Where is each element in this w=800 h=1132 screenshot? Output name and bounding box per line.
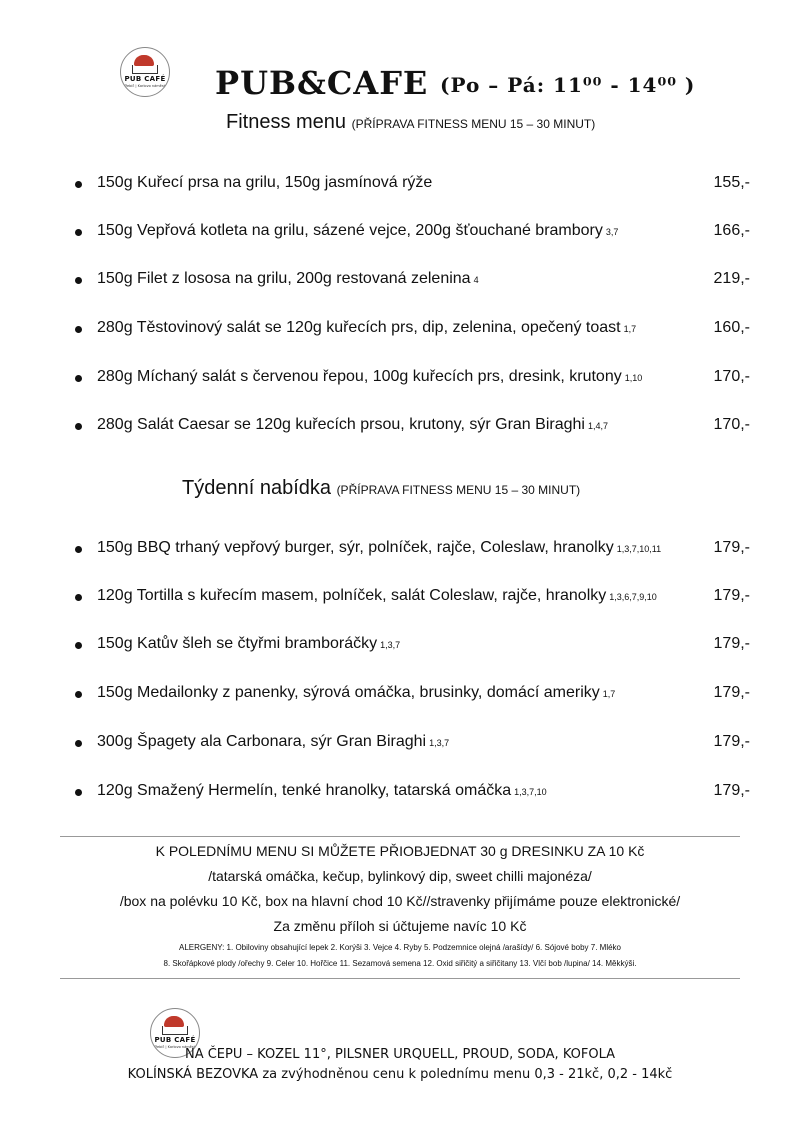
bullet-icon bbox=[75, 546, 82, 553]
item-name: 150g BBQ trhaný vepřový burger, sýr, polníček, rajče, Coleslaw, hranolky bbox=[97, 539, 614, 556]
menu-item bbox=[75, 270, 750, 294]
item-price: 179,- bbox=[713, 782, 750, 799]
item-price: 179,- bbox=[713, 684, 750, 701]
item-allergens: 1,3,7,10 bbox=[514, 787, 547, 797]
item-price: 219,- bbox=[713, 270, 750, 287]
pub-cafe-logo bbox=[120, 47, 170, 97]
bullet-icon bbox=[75, 423, 82, 430]
weekly-section-title bbox=[182, 477, 580, 500]
menu-item bbox=[75, 684, 750, 708]
item-price: 166,- bbox=[713, 222, 750, 239]
menu-item bbox=[75, 635, 750, 659]
menu-item bbox=[75, 174, 750, 198]
menu-item bbox=[75, 368, 750, 392]
bullet-icon bbox=[75, 789, 82, 796]
item-price: 179,- bbox=[713, 635, 750, 652]
bullet-icon bbox=[75, 740, 82, 747]
logo-text: PUB CAFÉ bbox=[124, 75, 166, 83]
item-price: 179,- bbox=[713, 539, 750, 556]
side-change-fee: Za změnu příloh si účtujeme navíc 10 Kč bbox=[273, 918, 527, 934]
bullet-icon bbox=[75, 642, 82, 649]
item-name: 120g Smažený Hermelín, tenké hranolky, tatarská omáčka bbox=[97, 782, 512, 799]
logo-subtext: Třebíč | Karlovo náměstí bbox=[123, 84, 166, 88]
menu-item bbox=[75, 416, 750, 440]
item-price: 179,- bbox=[713, 733, 750, 750]
weekly-title: Týdenní nabídka bbox=[182, 477, 331, 499]
item-name: 150g Vepřová kotleta na grilu, sázené vejce, 200g šťouchané brambory bbox=[97, 222, 603, 239]
opening-hours: (Po – Pá: 11⁰⁰ - 14⁰⁰ ) bbox=[440, 73, 696, 97]
menu-item bbox=[75, 782, 750, 806]
box-and-vouchers: /box na polévku 10 Kč, box na hlavní chod 10 Kč//stravenky přijímáme pouze elektronické/ bbox=[119, 893, 681, 909]
weekly-prep-note: (PŘÍPRAVA FITNESS MENU 15 – 30 MINUT) bbox=[336, 483, 581, 497]
item-price: 155,- bbox=[713, 174, 750, 191]
item-allergens: 1,4,7 bbox=[587, 421, 608, 431]
logo-text: PUB CAFÉ bbox=[154, 1036, 196, 1044]
item-name: 150g Medailonky z panenky, sýrová omáčka, brusinky, domácí ameriky bbox=[97, 684, 600, 701]
item-name: 150g Filet z lososa na grilu, 200g restovaná zelenina bbox=[97, 270, 471, 287]
item-name: 300g Špagety ala Carbonara, sýr Gran Biraghi bbox=[97, 733, 427, 750]
allergen-list-2: 8. Skořápkové plody /ořechy 9. Celer 10. Hořčice 11. Sezamová semena 12. Oxid siřičitý a siřičitany 13. Vlčí bob /lupina/ 14. Měkkýši. bbox=[163, 959, 637, 968]
item-name: 280g Salát Caesar se 120g kuřecích prsou, krutony, sýr Gran Biraghi bbox=[97, 416, 585, 433]
on-tap-drinks: NA ČEPU – KOZEL 11°, PILSNER URQUELL, PROUD, SODA, KOFOLA bbox=[184, 1047, 616, 1062]
bullet-icon bbox=[75, 277, 82, 284]
item-allergens: 3,7 bbox=[605, 227, 619, 237]
item-allergens: 1,7 bbox=[602, 689, 616, 699]
item-name: 120g Tortilla s kuřecím masem, polníček, salát Coleslaw, rajče, hranolky bbox=[97, 587, 607, 604]
item-price: 179,- bbox=[713, 587, 750, 604]
item-allergens: 1,3,7 bbox=[429, 738, 450, 748]
brand-title: PUB&CAFE bbox=[215, 64, 429, 102]
item-allergens: 1,3,7 bbox=[380, 640, 401, 650]
bullet-icon bbox=[75, 691, 82, 698]
fitness-title: Fitness menu bbox=[226, 111, 347, 133]
item-name: 150g Kuřecí prsa na grilu, 150g jasmínová rýže bbox=[97, 174, 433, 191]
item-price: 170,- bbox=[713, 368, 750, 385]
menu-item bbox=[75, 319, 750, 343]
bullet-icon bbox=[75, 326, 82, 333]
fitness-prep-note: (PŘÍPRAVA FITNESS MENU 15 – 30 MINUT) bbox=[351, 117, 596, 131]
menu-item bbox=[75, 587, 750, 611]
divider-bottom bbox=[60, 978, 740, 979]
item-allergens: 4 bbox=[473, 275, 479, 285]
menu-item bbox=[75, 733, 750, 757]
item-price: 170,- bbox=[713, 416, 750, 433]
bullet-icon bbox=[75, 181, 82, 188]
logo-building-icon bbox=[132, 65, 158, 74]
allergen-list-1: ALERGENY: 1. Obiloviny obsahující lepek 2. Korýši 3. Vejce 4. Ryby 5. Podzemnice olejná /arašídy/ 6. Sójové boby 7. Mléko bbox=[178, 943, 621, 952]
logo-building-icon bbox=[162, 1026, 188, 1035]
bullet-icon bbox=[75, 229, 82, 236]
bullet-icon bbox=[75, 375, 82, 382]
item-allergens: 1,7 bbox=[623, 324, 637, 334]
item-allergens: 1,3,7,10,11 bbox=[616, 544, 662, 554]
logo-subtext: Třebíč | Karlovo náměstí bbox=[153, 1045, 196, 1049]
item-allergens: 1,10 bbox=[624, 373, 643, 383]
item-name: 280g Míchaný salát s červenou řepou, 100g kuřecích prs, dresink, krutony bbox=[97, 368, 622, 385]
menu-item bbox=[75, 222, 750, 246]
dressing-offer: K POLEDNÍMU MENU SI MŮŽETE PŘIOBJEDNAT 30 g DRESINKU ZA 10 Kč bbox=[155, 843, 645, 859]
divider-top bbox=[60, 836, 740, 837]
bullet-icon bbox=[75, 594, 82, 601]
item-name: 150g Katův šleh se čtyřmi bramboráčky bbox=[97, 635, 378, 652]
item-name: 280g Těstovinový salát se 120g kuřecích prs, dip, zelenina, opečený toast bbox=[97, 319, 621, 336]
bezovka-offer: KOLÍNSKÁ BEZOVKA za zvýhodněnou cenu k polednímu menu 0,3 - 21kč, 0,2 - 14kč bbox=[127, 1067, 673, 1082]
item-price: 160,- bbox=[713, 319, 750, 336]
dressing-options: /tatarská omáčka, kečup, bylinkový dip, sweet chilli majonéza/ bbox=[208, 868, 592, 884]
fitness-section-title bbox=[226, 111, 595, 134]
item-allergens: 1,3,6,7,9,10 bbox=[609, 592, 657, 602]
menu-item bbox=[75, 539, 750, 563]
